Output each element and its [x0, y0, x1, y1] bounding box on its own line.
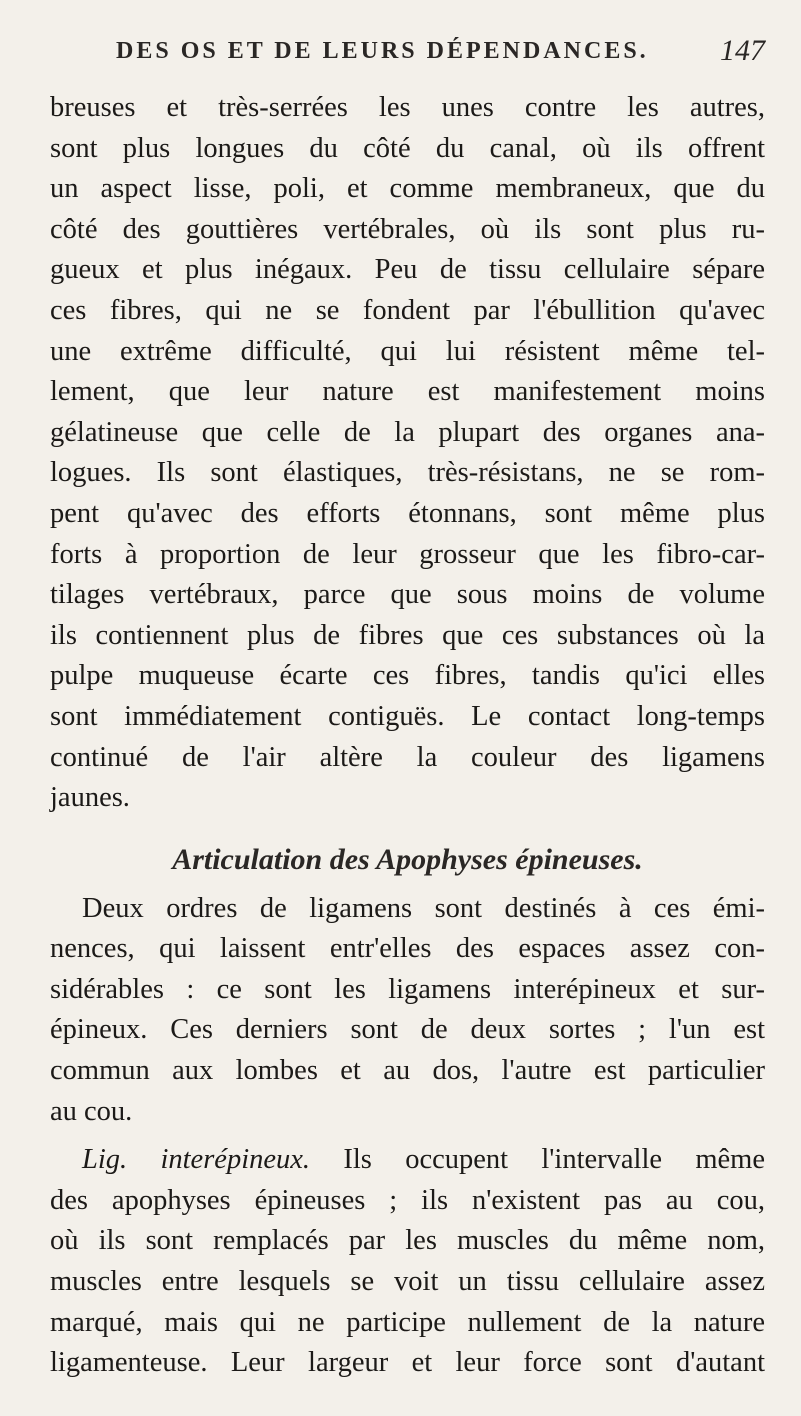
paragraph-ligaments-interepineux — [50, 1140, 765, 1384]
text-line: tilages vertébraux, parce que sous moins de volume — [50, 579, 765, 611]
text-line: ils contiennent plus de fibres que ces substances où la — [50, 619, 765, 651]
text-line: au cou. — [50, 1095, 133, 1127]
text-line: côté des gouttières vertébrales, où ils sont plus ru- — [50, 213, 765, 245]
text-line: forts à proportion de leur grosseur que les fibro-car- — [50, 538, 765, 570]
text-line: sont immédiatement contiguës. Le contact long-temps — [50, 700, 765, 732]
text-line: un aspect lisse, poli, et comme membraneux, que du — [50, 173, 765, 205]
page-number: 147 — [720, 34, 765, 67]
paragraph-ligaments-jaunes — [50, 88, 765, 819]
text-line: gélatineuse que celle de la plupart des organes ana- — [50, 416, 765, 448]
text-line: lement, que leur nature est manifestement moins — [50, 376, 765, 408]
text-line: muscles entre lesquels se voit un tissu cellulaire assez — [50, 1266, 765, 1298]
text-line: commun aux lombes et au dos, l'autre est particulier — [50, 1055, 765, 1087]
text-line — [50, 1140, 765, 1181]
text-line: nences, qui laissent entr'elles des espaces assez con- — [50, 933, 765, 965]
text-line: ces fibres, qui ne se fondent par l'ébullition qu'avec — [50, 294, 765, 326]
text-line: pent qu'avec des efforts étonnans, sont même plus — [50, 497, 765, 529]
text-line: marqué, mais qui ne participe nullement de la nature — [50, 1306, 765, 1338]
text-line: sidérables : ce sont les ligamens interépineux et sur- — [50, 973, 765, 1005]
text-line: continué de l'air altère la couleur des ligamens — [50, 741, 765, 773]
text-line: logues. Ils sont élastiques, très-résistans, ne se rom- — [50, 457, 765, 489]
paragraph-lead: Lig. interépineux. — [82, 1144, 311, 1176]
text-line-rest: Ils occupent l'intervalle même — [310, 1144, 766, 1176]
text-line: pulpe muqueuse écarte ces fibres, tandis qu'ici elles — [50, 660, 765, 692]
text-line: ligamenteuse. Leur largeur et leur force sont d'autant — [50, 1347, 765, 1379]
text-line: des apophyses épineuses ; ils n'existent pas au cou, — [50, 1184, 765, 1216]
text-line: breuses et très-serrées les unes contre les autres, — [50, 92, 765, 123]
running-title: DES OS ET DE LEURS DÉPENDANCES. — [116, 38, 649, 64]
text-line: sont plus longues du côté du canal, où ils offrent — [50, 132, 765, 164]
text-line: Deux ordres de ligamens sont destinés à ces émi- — [82, 892, 765, 924]
text-line: jaunes. — [50, 782, 130, 814]
text-line: gueux et plus inégaux. Peu de tissu cellulaire sépare — [50, 254, 765, 286]
section-heading: Articulation des Apophyses épineuses. — [172, 842, 643, 876]
paragraph-apophyses-epineuses — [50, 889, 765, 1133]
running-header — [50, 34, 765, 88]
text-line: où ils sont remplacés par les muscles du même nom, — [50, 1225, 765, 1257]
text-line: une extrême difficulté, qui lui résistent même tel- — [50, 335, 765, 367]
text-line: épineux. Ces derniers sont de deux sortes ; l'un est — [50, 1014, 765, 1046]
book-page — [50, 34, 765, 1384]
